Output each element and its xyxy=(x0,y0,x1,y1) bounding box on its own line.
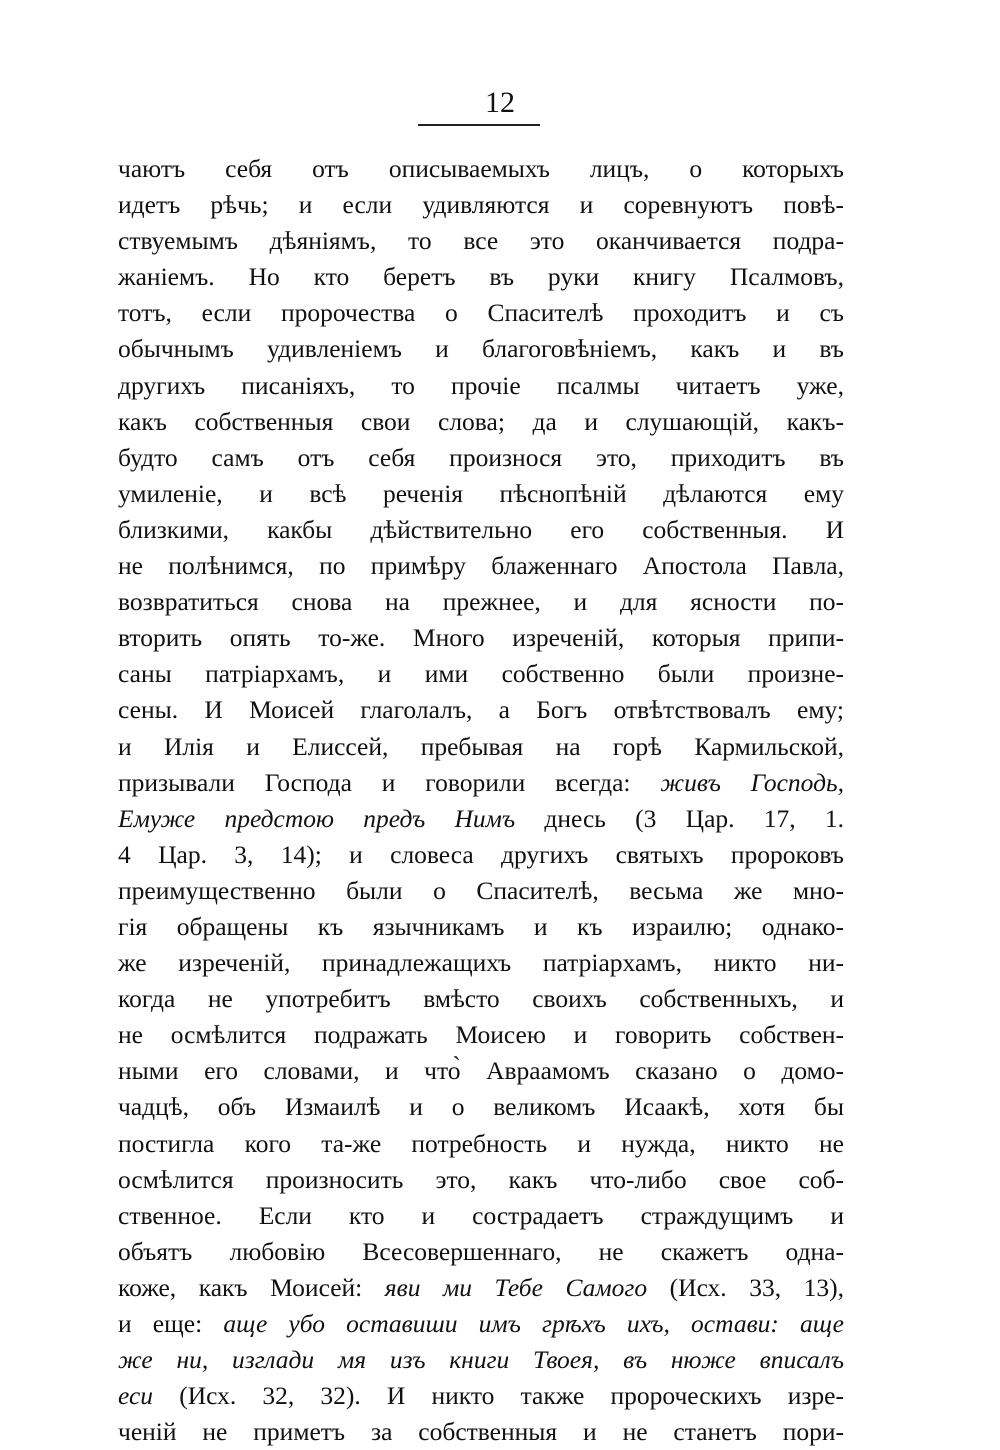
text-run: призывали Господа и говорили всегда: xyxy=(118,767,661,797)
text-line xyxy=(118,945,844,981)
text-line xyxy=(118,259,844,295)
text-run: постигла кого та-же потребность и нужда, никто не xyxy=(118,1128,844,1158)
italic-quote: живъ Господь, xyxy=(660,767,844,797)
text-run: возвратиться снова на прежнее, и для ясности по- xyxy=(118,587,844,617)
text-line xyxy=(118,548,844,584)
text-line xyxy=(118,476,844,512)
text-run: объятъ любовію Всесовершеннаго, не скажетъ одна- xyxy=(118,1236,844,1266)
page-header xyxy=(0,86,1000,120)
text-line xyxy=(118,729,844,765)
text-line xyxy=(118,295,844,331)
text-run: ственное. Если кто и сострадаетъ страждущимъ и xyxy=(118,1200,844,1230)
italic-quote: яви ми Тебе Самого xyxy=(384,1272,648,1302)
text-run: когда не употребитъ вмѣсто своихъ собственныхъ, и xyxy=(118,984,844,1014)
header-rule xyxy=(418,124,540,126)
italic-quote: Емуже предстою предъ Нимъ xyxy=(118,803,516,833)
text-run: и Илія и Елиссей, пребывая на горѣ Кармильской, xyxy=(118,731,844,761)
text-line xyxy=(118,368,844,404)
text-run: коже, какъ Моисей: xyxy=(118,1272,385,1302)
text-run: ченій не приметъ за собственныя и не станетъ пори- xyxy=(118,1417,844,1447)
text-run: будто самъ отъ себя произнося это, приходитъ въ xyxy=(118,442,844,472)
text-run: обычнымъ удивленіемъ и благоговѣніемъ, какъ и въ xyxy=(118,334,844,364)
italic-quote: еси xyxy=(118,1381,154,1411)
text-line xyxy=(118,1342,844,1378)
text-line xyxy=(118,1017,844,1053)
text-run: осмѣлится произносить это, какъ что-либо свое соб- xyxy=(118,1164,844,1194)
text-run: тотъ, если пророчества о Спасителѣ проходитъ и съ xyxy=(118,298,844,328)
text-line xyxy=(118,801,844,837)
text-run: саны патріархамъ, и ими собственно были произне- xyxy=(118,659,844,689)
text-line xyxy=(118,440,844,476)
text-line xyxy=(118,909,844,945)
text-line xyxy=(118,512,844,548)
text-run: днесь (3 Цар. 17, 1. xyxy=(515,803,844,833)
text-line xyxy=(118,1414,844,1450)
text-line xyxy=(118,151,844,187)
text-run: ствуемымъ дѣяніямъ, то все это оканчивается подра- xyxy=(118,226,844,256)
text-run: другихъ писаніяхъ, то прочіе псалмы читаетъ уже, xyxy=(118,370,844,400)
text-run: какъ собственныя свои слова; да и слушающій, какъ- xyxy=(118,406,844,436)
text-run: (Исх. 32, 32). И никто также пророческихъ изре- xyxy=(153,1381,844,1411)
italic-quote: же ни, изглади мя изъ книги Твоея, въ нюже вписалъ xyxy=(118,1345,844,1375)
text-line xyxy=(118,1270,844,1306)
text-line xyxy=(118,1053,844,1089)
text-line xyxy=(118,1234,844,1270)
text-line xyxy=(118,331,844,367)
text-line xyxy=(118,981,844,1017)
text-run: (Исх. 33, 13), xyxy=(647,1272,844,1302)
text-run: близкими, какбы дѣйствительно его собственныя. И xyxy=(118,514,844,544)
text-run: сены. И Моисей глаголалъ, а Богъ отвѣтствовалъ ему; xyxy=(118,695,844,725)
italic-quote: аще убо оставиши имъ грѣхъ ихъ, остави: аще xyxy=(223,1309,844,1338)
text-line xyxy=(118,1089,844,1125)
text-line xyxy=(118,1306,844,1342)
text-run: вторить опять то-же. Много изреченій, которыя припи- xyxy=(118,623,844,653)
text-line xyxy=(118,404,844,440)
text-run: же изреченій, принадлежащихъ патріархамъ, никто ни- xyxy=(118,948,844,978)
text-line xyxy=(118,1126,844,1162)
text-run: ными его словами, и что̀ Авраамомъ сказано о домо- xyxy=(118,1056,844,1086)
text-line xyxy=(118,620,844,656)
page-number: 12 xyxy=(485,86,515,119)
text-line xyxy=(118,656,844,692)
text-run: преимущественно были о Спасителѣ, весьма же мно- xyxy=(118,875,844,905)
text-line xyxy=(118,837,844,873)
text-run: чадцѣ, объ Измаилѣ и о великомъ Исаакѣ, хотя бы xyxy=(118,1092,844,1122)
text-run: не осмѣлится подражать Моисею и говорить собствен- xyxy=(118,1020,844,1050)
text-line xyxy=(118,187,844,223)
text-run: чаютъ себя отъ описываемыхъ лицъ, о которыхъ xyxy=(118,154,844,183)
text-run: жаніемъ. Но кто беретъ въ руки книгу Псалмовъ, xyxy=(118,262,844,292)
text-line xyxy=(118,765,844,801)
page-body-text xyxy=(118,151,844,1450)
text-line xyxy=(118,692,844,728)
text-run: и еще: xyxy=(118,1309,224,1338)
text-line xyxy=(118,1162,844,1198)
text-line xyxy=(118,1198,844,1234)
text-run: идетъ рѣчь; и если удивляются и соревнуютъ повѣ- xyxy=(118,190,844,220)
text-line xyxy=(118,584,844,620)
text-line xyxy=(118,223,844,259)
text-line xyxy=(118,873,844,909)
text-run: умиленіе, и всѣ реченія пѣснопѣній дѣлаются ему xyxy=(118,478,844,508)
text-line xyxy=(118,1378,844,1414)
text-run: гія обращены къ язычникамъ и къ израилю; однако- xyxy=(118,911,844,941)
text-run: 4 Цар. 3, 14); и словеса другихъ святыхъ пророковъ xyxy=(118,839,844,869)
text-run: не полѣнимся, по примѣру блаженнаго Апостола Павла, xyxy=(118,551,844,581)
